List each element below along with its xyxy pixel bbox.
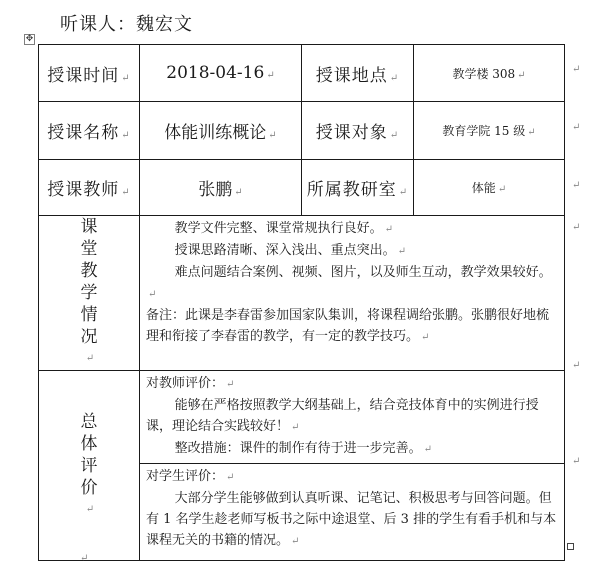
row-course-audience	[39, 102, 565, 160]
table-move-handle-icon[interactable]: ✥	[25, 34, 34, 44]
label-classroom-situation: 课 堂 教 学 情 况 ↵	[39, 216, 140, 371]
student-eval-line-1: 大部分学生能够做到认真听课、记笔记、积极思考与回答问题。但有 1 名学生趁老师写板书之际中途退堂、后 3 排的学生有看手机和与本课程无关的书籍的情况。 ↵	[146, 491, 557, 548]
situation-note: 备注：此课是李春雷参加国家队集训，将课程调给张鹏。张鹏很好地梳理和衔接了李春雷的教学，有一定的教学技巧。 ↵	[146, 308, 550, 344]
label-course-name: 授课名称 ↵	[39, 102, 140, 160]
overall-content	[140, 371, 565, 561]
label-teacher: 授课教师 ↵	[39, 160, 140, 216]
situation-line-1: 教学文件完整、课堂常规执行良好。 ↵	[174, 221, 393, 236]
value-teaching-place: 教学楼 308 ↵	[414, 45, 565, 102]
value-department: 体能 ↵	[414, 160, 565, 216]
row-end-mark-2: ↵	[572, 122, 581, 133]
situation-line-2: 授课思路清晰、深入浅出、重点突出。 ↵	[174, 243, 406, 258]
value-course-name: 体能训练概论 ↵	[140, 102, 302, 160]
row-end-mark-5: ↵	[572, 360, 581, 371]
row-overall-evaluation	[39, 371, 565, 561]
situation-line-3: 难点问题结合案例、视频、图片，以及师生互动，教学效果较好。↵	[148, 265, 552, 300]
value-teacher: 张鹏 ↵	[140, 160, 302, 216]
label-audience: 授课对象 ↵	[302, 102, 414, 160]
row-end-mark-1: ↵	[572, 64, 581, 75]
value-audience: 教育学院 15 级 ↵	[414, 102, 565, 160]
student-evaluation	[140, 464, 564, 552]
row-end-mark-6: ↵	[572, 456, 581, 467]
row-time-place	[39, 45, 565, 102]
student-eval-title: 对学生评价： ↵	[146, 469, 235, 484]
row-classroom-situation	[39, 216, 565, 371]
label-teaching-place: 授课地点 ↵	[302, 45, 414, 102]
teacher-eval-line-2: 整改措施：课件的制作有待于进一步完善。 ↵	[174, 441, 432, 456]
row-end-mark-3: ↵	[572, 180, 581, 191]
label-department: 所属教研室 ↵	[302, 160, 414, 216]
value-teaching-time: 2018-04-16 ↵	[140, 45, 302, 102]
table-resize-handle-icon[interactable]	[567, 543, 574, 550]
row-end-mark-4: ↵	[572, 222, 581, 233]
teacher-evaluation	[140, 371, 564, 464]
listener-header: 听课人：魏宏文	[60, 14, 193, 35]
label-overall-evaluation: 总 体 评 价 ↵	[39, 371, 140, 561]
row-teacher-department	[39, 160, 565, 216]
teacher-eval-line-1: 能够在严格按照教学大纲基础上，结合竞技体育中的实例进行授课，理论结合实践较好！ ↵	[146, 398, 539, 434]
evaluation-table-wrapper	[38, 44, 565, 561]
label-teaching-time: 授课时间 ↵	[39, 45, 140, 102]
evaluation-table	[38, 44, 565, 561]
situation-content	[140, 216, 565, 371]
document-end-mark: ↵	[80, 553, 89, 564]
teacher-eval-title: 对教师评价： ↵	[146, 376, 235, 391]
